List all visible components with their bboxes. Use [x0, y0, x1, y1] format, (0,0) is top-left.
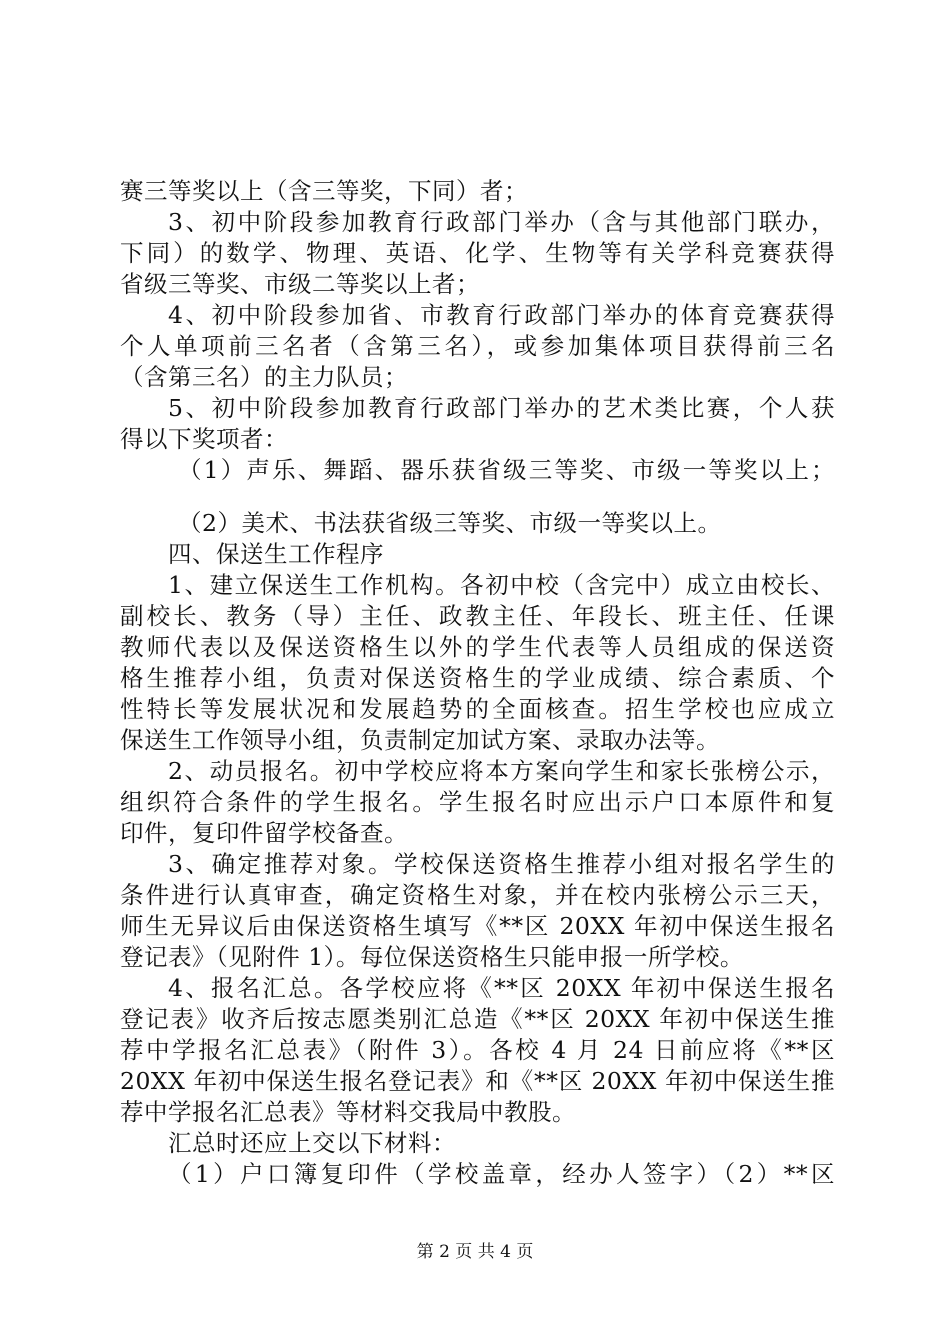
text-line: 师生无异议后由保送资格生填写《**区 20XX 年初中保送生报名 — [120, 912, 835, 940]
text-line: 4、初中阶段参加省、市教育行政部门举办的体育竞赛获得 — [168, 301, 835, 329]
text-line: 3、初中阶段参加教育行政部门举办（含与其他部门联办， — [168, 208, 835, 236]
text-line: 登记表》收齐后按志愿类别汇总造《**区 20XX 年初中保送生推 — [120, 1005, 835, 1033]
text-line: 4、报名汇总。各学校应将《**区 20XX 年初中保送生报名 — [168, 974, 835, 1002]
text-line: 条件进行认真审查，确定资格生对象，并在校内张榜公示三天， — [120, 881, 835, 909]
text-line: 5、初中阶段参加教育行政部门举办的艺术类比赛，个人获 — [168, 394, 835, 422]
text-line: （1）声乐、舞蹈、器乐获省级三等奖、市级一等奖以上； — [178, 456, 835, 484]
text-line: 四、保送生工作程序 — [168, 540, 384, 568]
text-line: 20XX 年初中保送生报名登记表》和《**区 20XX 年初中保送生推 — [120, 1067, 835, 1095]
text-line: 格生推荐小组，负责对保送资格生的学业成绩、综合素质、个 — [120, 664, 835, 692]
text-line: 1、建立保送生工作机构。各初中校（含完中）成立由校长、 — [168, 571, 835, 599]
text-line: 保送生工作领导小组，负责制定加试方案、录取办法等。 — [120, 726, 720, 754]
text-line: 印件，复印件留学校备查。 — [120, 819, 408, 847]
text-line: 汇总时还应上交以下材料： — [168, 1129, 456, 1157]
text-line: 得以下奖项者： — [120, 425, 288, 453]
text-line: 赛三等奖以上（含三等奖，下同）者； — [120, 177, 528, 205]
text-line: 下同）的数学、物理、英语、化学、生物等有关学科竞赛获得 — [120, 239, 835, 267]
text-line: （2）美术、书法获省级三等奖、市级一等奖以上。 — [178, 509, 722, 537]
text-line: 组织符合条件的学生报名。学生报名时应出示户口本原件和复 — [120, 788, 835, 816]
text-line: 2、动员报名。初中学校应将本方案向学生和家长张榜公示， — [168, 757, 835, 785]
text-line: 省级三等奖、市级二等奖以上者； — [120, 270, 480, 298]
page-footer: 第 2 页 共 4 页 — [416, 1242, 534, 1262]
text-line: 登记表》（见附件 1）。每位保送资格生只能申报一所学校。 — [120, 943, 744, 971]
text-line: 性特长等发展状况和发展趋势的全面核查。招生学校也应成立 — [120, 695, 835, 723]
text-line: 副校长、教务（导）主任、政教主任、年段长、班主任、任课 — [120, 602, 835, 630]
text-line: 荐中学报名汇总表》（附件 3）。各校 4 月 24 日前应将《**区 — [120, 1036, 835, 1064]
text-line: （1）户口簿复印件（学校盖章，经办人签字）（2）**区 — [168, 1160, 835, 1188]
text-line: 3、确定推荐对象。学校保送资格生推荐小组对报名学生的 — [168, 850, 835, 878]
text-line: （含第三名）的主力队员； — [120, 363, 408, 391]
text-line: 个人单项前三名者（含第三名），或参加集体项目获得前三名 — [120, 332, 835, 360]
text-line: 教师代表以及保送资格生以外的学生代表等人员组成的保送资 — [120, 633, 835, 661]
text-line: 荐中学报名汇总表》等材料交我局中教股。 — [120, 1098, 576, 1126]
